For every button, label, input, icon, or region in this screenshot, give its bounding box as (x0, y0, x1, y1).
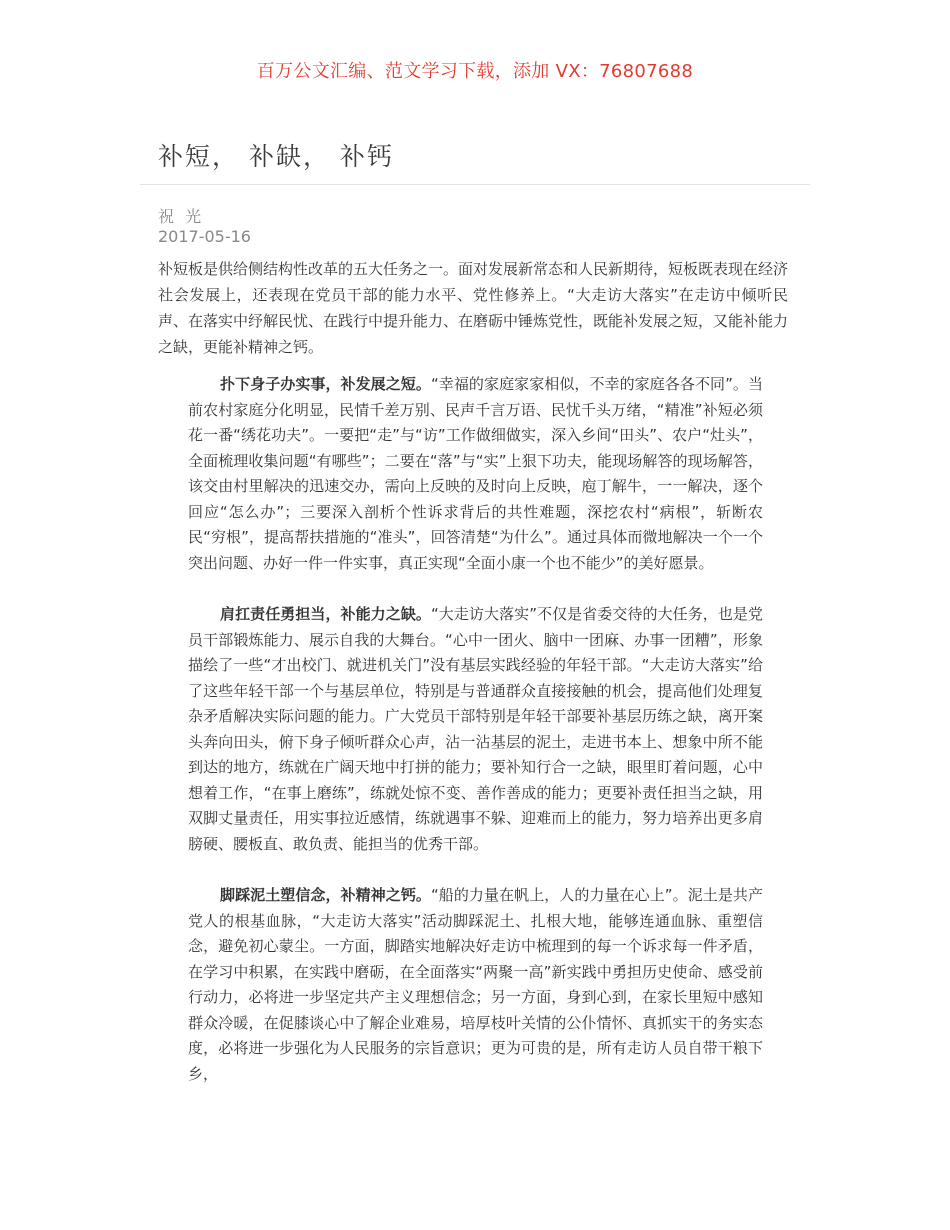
article-date: 2017-05-16 (158, 227, 251, 246)
section-1-body: “幸福的家庭家家相似，不幸的家庭各各不同”。当前农村家庭分化明显，民情千差万别、民声千言万语、民忧千头万绪，“精准”补短必须花一番“绣花功夫”。一要把“走”与“访”工作做细做实，深入乡间“田头”、农户“灶头”，全面梳理收集问题“有哪些”；二要在“落”与“实”上狠下功夫，能现场解答的现场解答，该交由村里解决的迅速交办，需向上反映的及时向上反映，庖丁解牛，一一解决，逐个回应“怎么办”；三要深入剖析个性诉求背后的共性难题，深挖农村“病根”，斩断农民“穷根”，提高帮扶措施的“准头”，回答清楚“为什么”。通过具体而微地解决一个一个突出问题、办好一件一件实事，真正实现“全面小康一个也不能少”的美好愿景。 (188, 375, 763, 572)
section-2-heading: 肩扛责任勇担当，补能力之缺。 (220, 605, 431, 623)
title-divider (140, 184, 810, 185)
section-2-body: “大走访大落实”不仅是省委交待的大任务，也是党员干部锻炼能力、展示自我的大舞台。“心中一团火、脑中一团麻、办事一团糟”，形象描绘了一些“才出校门、就进机关门”没有基层实践经验的年轻干部。“大走访大落实”给了这些年轻干部一个与基层单位，特别是与普通群众直接接触的机会，提高他们处理复杂矛盾解决实际问题的能力。广大党员干部特别是年轻干部要补基层历练之缺，离开案头奔向田头，俯下身子倾听群众心声，沾一沾基层的泥土，走进书本上、想象中所不能到达的地方，练就在广阔天地中打拼的能力；要补知行合一之缺，眼里盯着问题，心中想着工作，“在事上磨练”，练就处惊不变、善作善成的能力；更要补责任担当之缺，用双脚丈量责任，用实事拉近感情，练就遇事不躲、迎难而上的能力，努力培养出更多肩膀硬、腰板直、敢负责、能担当的优秀干部。 (188, 605, 763, 853)
article-title: 补短， 补缺， 补钙 (158, 142, 394, 171)
section-1-heading: 扑下身子办实事，补发展之短。 (220, 375, 431, 393)
article-lead-paragraph: 补短板是供给侧结构性改革的五大任务之一。面对发展新常态和人民新期待，短板既表现在经济社会发展上，还表现在党员干部的能力水平、党性修养上。“大走访大落实”在走访中倾听民声、在落实中纾解民忧、在践行中提升能力、在磨砺中锤炼党性，既能补发展之短，又能补能力之缺，更能补精神之钙。 (158, 260, 789, 356)
article-author: 祝 光 (158, 207, 205, 226)
promo-banner: 百万公文汇编、范文学习下载，添加 VX：76807688 (256, 61, 694, 82)
section-3-heading: 脚踩泥土塑信念，补精神之钙。 (220, 886, 431, 904)
section-3-body: “船的力量在帆上，人的力量在心上”。泥土是共产党人的根基血脉，“大走访大落实”活动脚踩泥土、扎根大地，能够连通血脉、重塑信念，避免初心蒙尘。一方面，脚踏实地解决好走访中梳理到的每一个诉求每一件矛盾，在学习中积累，在实践中磨砺，在全面落实“两聚一高”新实践中勇担历史使命、感受前行动力，必将进一步坚定共产主义理想信念；另一方面，身到心到，在家长里短中感知群众冷暖，在促膝谈心中了解企业难易，培厚枝叶关情的公仆情怀、真抓实干的务实态度，必将进一步强化为人民服务的宗旨意识；更为可贵的是，所有走访人员自带干粮下乡， (188, 886, 763, 1083)
article-section-3 (188, 883, 763, 1087)
article-section-2 (188, 602, 763, 857)
article-section-1 (188, 372, 763, 576)
